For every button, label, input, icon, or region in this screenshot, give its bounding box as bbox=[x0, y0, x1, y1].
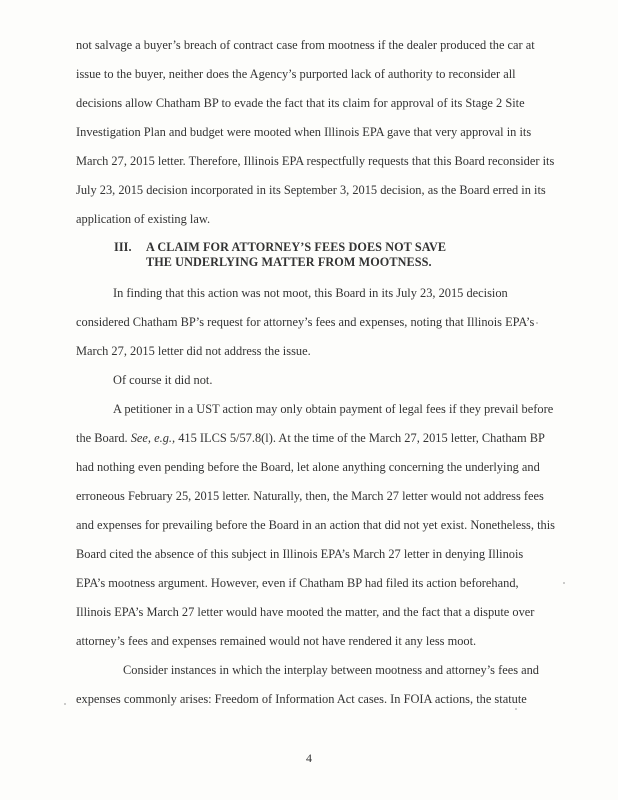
scan-speck bbox=[536, 322, 538, 324]
scan-speck bbox=[64, 703, 66, 705]
paragraph-1-line-3: decisions allow Chatham BP to evade the fact that its claim for approval of its Stage 2 Site bbox=[76, 96, 525, 110]
paragraph-4-line-5: and expenses for prevailing before the Board in an action that did not yet exist. Nonetheless, this bbox=[76, 518, 555, 532]
section-heading-line-1: A CLAIM FOR ATTORNEY’S FEES DOES NOT SAVE bbox=[146, 240, 447, 254]
paragraph-1-line-6: July 23, 2015 decision incorporated in its September 3, 2015 decision, as the Board erred in its bbox=[76, 183, 546, 197]
paragraph-4-line-4: erroneous February 25, 2015 letter. Naturally, then, the March 27 letter would not address fees bbox=[76, 489, 544, 503]
paragraph-5-line-1: Consider instances in which the interplay between mootness and attorney’s fees and bbox=[123, 663, 540, 677]
scan-speck bbox=[515, 708, 517, 710]
citation-signal: See, e.g., bbox=[130, 431, 176, 445]
paragraph-1-line-1: not salvage a buyer’s breach of contract case from mootness if the dealer produced the car at bbox=[76, 38, 535, 52]
paragraph-4-line-6: Board cited the absence of this subject in Illinois EPA’s March 27 letter in denying Illinois bbox=[76, 547, 524, 561]
paragraph-2-line-1: In finding that this action was not moot, this Board in its July 23, 2015 decision bbox=[113, 286, 508, 300]
paragraph-4-line-9: attorney’s fees and expenses remained would not have rendered it any less moot. bbox=[76, 634, 477, 648]
paragraph-1-line-7: application of existing law. bbox=[76, 212, 211, 226]
scan-speck bbox=[563, 582, 565, 584]
paragraph-4-line-8: Illinois EPA’s March 27 letter would have mooted the matter, and the fact that a dispute over bbox=[76, 605, 535, 619]
paragraph-5-line-2: expenses commonly arises: Freedom of Information Act cases. In FOIA actions, the statute bbox=[76, 692, 527, 706]
page-number: 4 bbox=[306, 751, 312, 765]
paragraph-4-line-3: had nothing even pending before the Board, let alone anything concerning the underlying and bbox=[76, 460, 540, 474]
paragraph-1-line-4: Investigation Plan and budget were mooted when Illinois EPA gave that very approval in its bbox=[76, 125, 532, 139]
paragraph-3: Of course it did not. bbox=[113, 373, 213, 387]
section-number: III. bbox=[114, 240, 132, 254]
paragraph-1-line-2: issue to the buyer, neither does the Agency’s purported lack of authority to reconsider all bbox=[76, 67, 516, 81]
paragraph-1-line-5: March 27, 2015 letter. Therefore, Illinois EPA respectfully requests that this Board reconsider its bbox=[76, 154, 555, 168]
paragraph-4-line-2: the Board. See, e.g., 415 ILCS 5/57.8(l). At the time of the March 27, 2015 letter, Chatham BP bbox=[76, 431, 545, 445]
paragraph-2-line-3: March 27, 2015 letter did not address the issue. bbox=[76, 344, 311, 358]
paragraph-2-line-2: considered Chatham BP’s request for attorney’s fees and expenses, noting that Illinois EPA’s bbox=[76, 315, 535, 329]
paragraph-4-line-7: EPA’s mootness argument. However, even if Chatham BP had filed its action beforehand, bbox=[76, 576, 519, 590]
section-heading-line-2: THE UNDERLYING MATTER FROM MOOTNESS. bbox=[146, 255, 432, 269]
paragraph-4-line-1: A petitioner in a UST action may only obtain payment of legal fees if they prevail before bbox=[113, 402, 554, 416]
